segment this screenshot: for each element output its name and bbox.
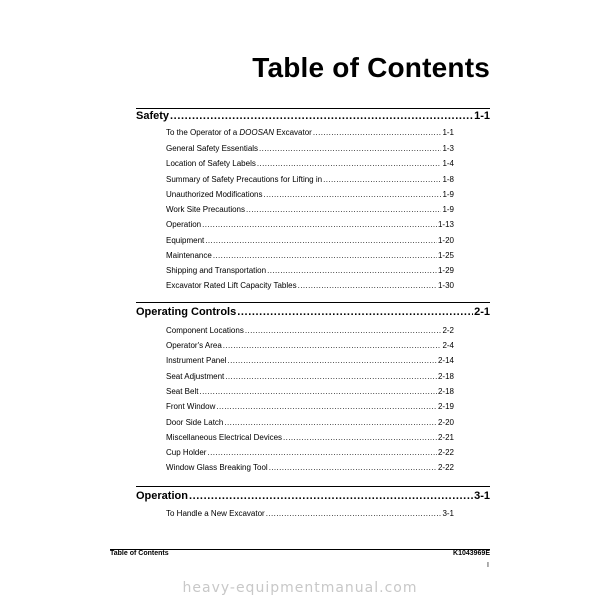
toc-section-safety[interactable] [136,110,490,122]
dot-leader [189,490,473,502]
section-page: 3-1 [474,490,490,502]
dot-leader [223,341,442,350]
entry-label: General Safety Essentials [166,144,259,153]
footer-page-number: I [487,562,489,569]
entry-label: Front Window [166,402,216,411]
dot-leader [266,509,442,518]
entry-page: 1-20 [437,236,454,245]
section-title: Safety [136,110,170,122]
toc-entry[interactable] [166,190,454,199]
section-page: 1-1 [474,110,490,122]
toc-entry[interactable] [166,418,454,427]
toc-entry[interactable] [166,372,454,381]
entry-page: 1-1 [442,128,454,137]
title-rule [136,108,490,109]
entry-label: Instrument Panel [166,356,227,365]
entry-page: 1-30 [437,281,454,290]
entry-label: Shipping and Transportation [166,266,267,275]
entry-page: 2-22 [437,448,454,457]
dot-leader [213,251,437,260]
entry-page: 2-18 [437,387,454,396]
toc-entry[interactable] [166,387,454,396]
toc-entry[interactable] [166,463,454,472]
entry-label: To Handle a New Excavator [166,509,265,518]
toc-entry[interactable] [166,159,454,168]
entry-label: Door Side Latch [166,418,224,427]
entry-label: Work Site Precautions [166,205,245,214]
watermark: heavy-equipmentmanual.com [182,580,418,596]
entry-page: 2-21 [437,433,454,442]
dot-leader [257,159,442,168]
entry-label: Unauthorized Modifications [166,190,263,199]
toc-section-operating-controls[interactable] [136,306,490,318]
entry-label: Seat Belt [166,387,199,396]
toc-entry[interactable] [166,128,454,137]
dot-leader [199,387,437,396]
entry-page: 2-4 [442,341,454,350]
entry-page: 1-9 [442,190,454,199]
entry-page: 2-2 [442,326,454,335]
dot-leader [246,205,441,214]
entry-label: Excavator Rated Lift Capacity Tables [166,281,297,290]
dot-leader [216,402,437,411]
dot-leader [264,190,442,199]
entry-page: 1-25 [437,251,454,260]
dot-leader [202,220,437,229]
section-page: 2-1 [474,306,490,318]
entry-label: Miscellaneous Electrical Devices [166,433,283,442]
dot-leader [205,236,437,245]
entry-label: Location of Safety Labels [166,159,256,168]
entry-label: Operation [166,220,202,229]
toc-entry[interactable] [166,220,454,229]
entry-page: 1-4 [442,159,454,168]
section-rule [136,486,490,487]
dot-leader [313,128,442,137]
toc-section-operation[interactable] [136,490,490,502]
toc-entry[interactable] [166,251,454,260]
toc-entry[interactable] [166,281,454,290]
toc-entry[interactable] [166,509,454,518]
entry-label [166,128,312,137]
dot-leader [224,418,437,427]
toc-entry[interactable] [166,326,454,335]
entry-page: 1-13 [437,220,454,229]
entry-page: 1-8 [442,175,454,184]
entry-label-after: Excavator [274,128,312,137]
dot-leader [283,433,437,442]
toc-entry[interactable] [166,433,454,442]
toc-entry[interactable] [166,205,454,214]
toc-entry[interactable] [166,236,454,245]
entry-label: Component Locations [166,326,244,335]
dot-leader [207,448,437,457]
dot-leader [323,175,441,184]
dot-leader [267,266,437,275]
toc-entry[interactable] [166,448,454,457]
entry-label: Seat Adjustment [166,372,225,381]
toc-entry[interactable] [166,402,454,411]
entry-page: 2-18 [437,372,454,381]
entry-label: Window Glass Breaking Tool [166,463,268,472]
dot-leader [269,463,437,472]
toc-entry[interactable] [166,144,454,153]
dot-leader [259,144,441,153]
toc-entry[interactable] [166,356,454,365]
entry-page: 1-9 [442,205,454,214]
entry-page: 2-14 [437,356,454,365]
entry-label: Operator's Area [166,341,222,350]
page-title: Table of Contents [252,52,490,83]
toc-entry[interactable] [166,341,454,350]
entry-label: Maintenance [166,251,212,260]
dot-leader [227,356,437,365]
entry-page: 1-29 [437,266,454,275]
entry-page: 3-1 [442,509,454,518]
dot-leader [225,372,437,381]
entry-page: 1-3 [442,144,454,153]
toc-entry[interactable] [166,266,454,275]
footer-title: Table of Contents [110,550,169,557]
entry-page: 2-20 [437,418,454,427]
entry-page: 2-19 [437,402,454,411]
dot-leader [237,306,473,318]
section-title: Operation [136,490,188,502]
dot-leader [170,110,473,122]
entry-label-brand: DOOSAN [239,128,275,137]
entry-page: 2-22 [437,463,454,472]
entry-label-before: To the Operator of a [166,128,240,137]
footer-doc-number: K1043969E [453,550,490,557]
section-rule [136,302,490,303]
dot-leader [245,326,442,335]
section-title: Operating Controls [136,306,237,318]
toc-entry[interactable] [166,175,454,184]
entry-label: Summary of Safety Precautions for Lifting in [166,175,323,184]
entry-label: Cup Holder [166,448,207,457]
dot-leader [298,281,437,290]
entry-label: Equipment [166,236,205,245]
